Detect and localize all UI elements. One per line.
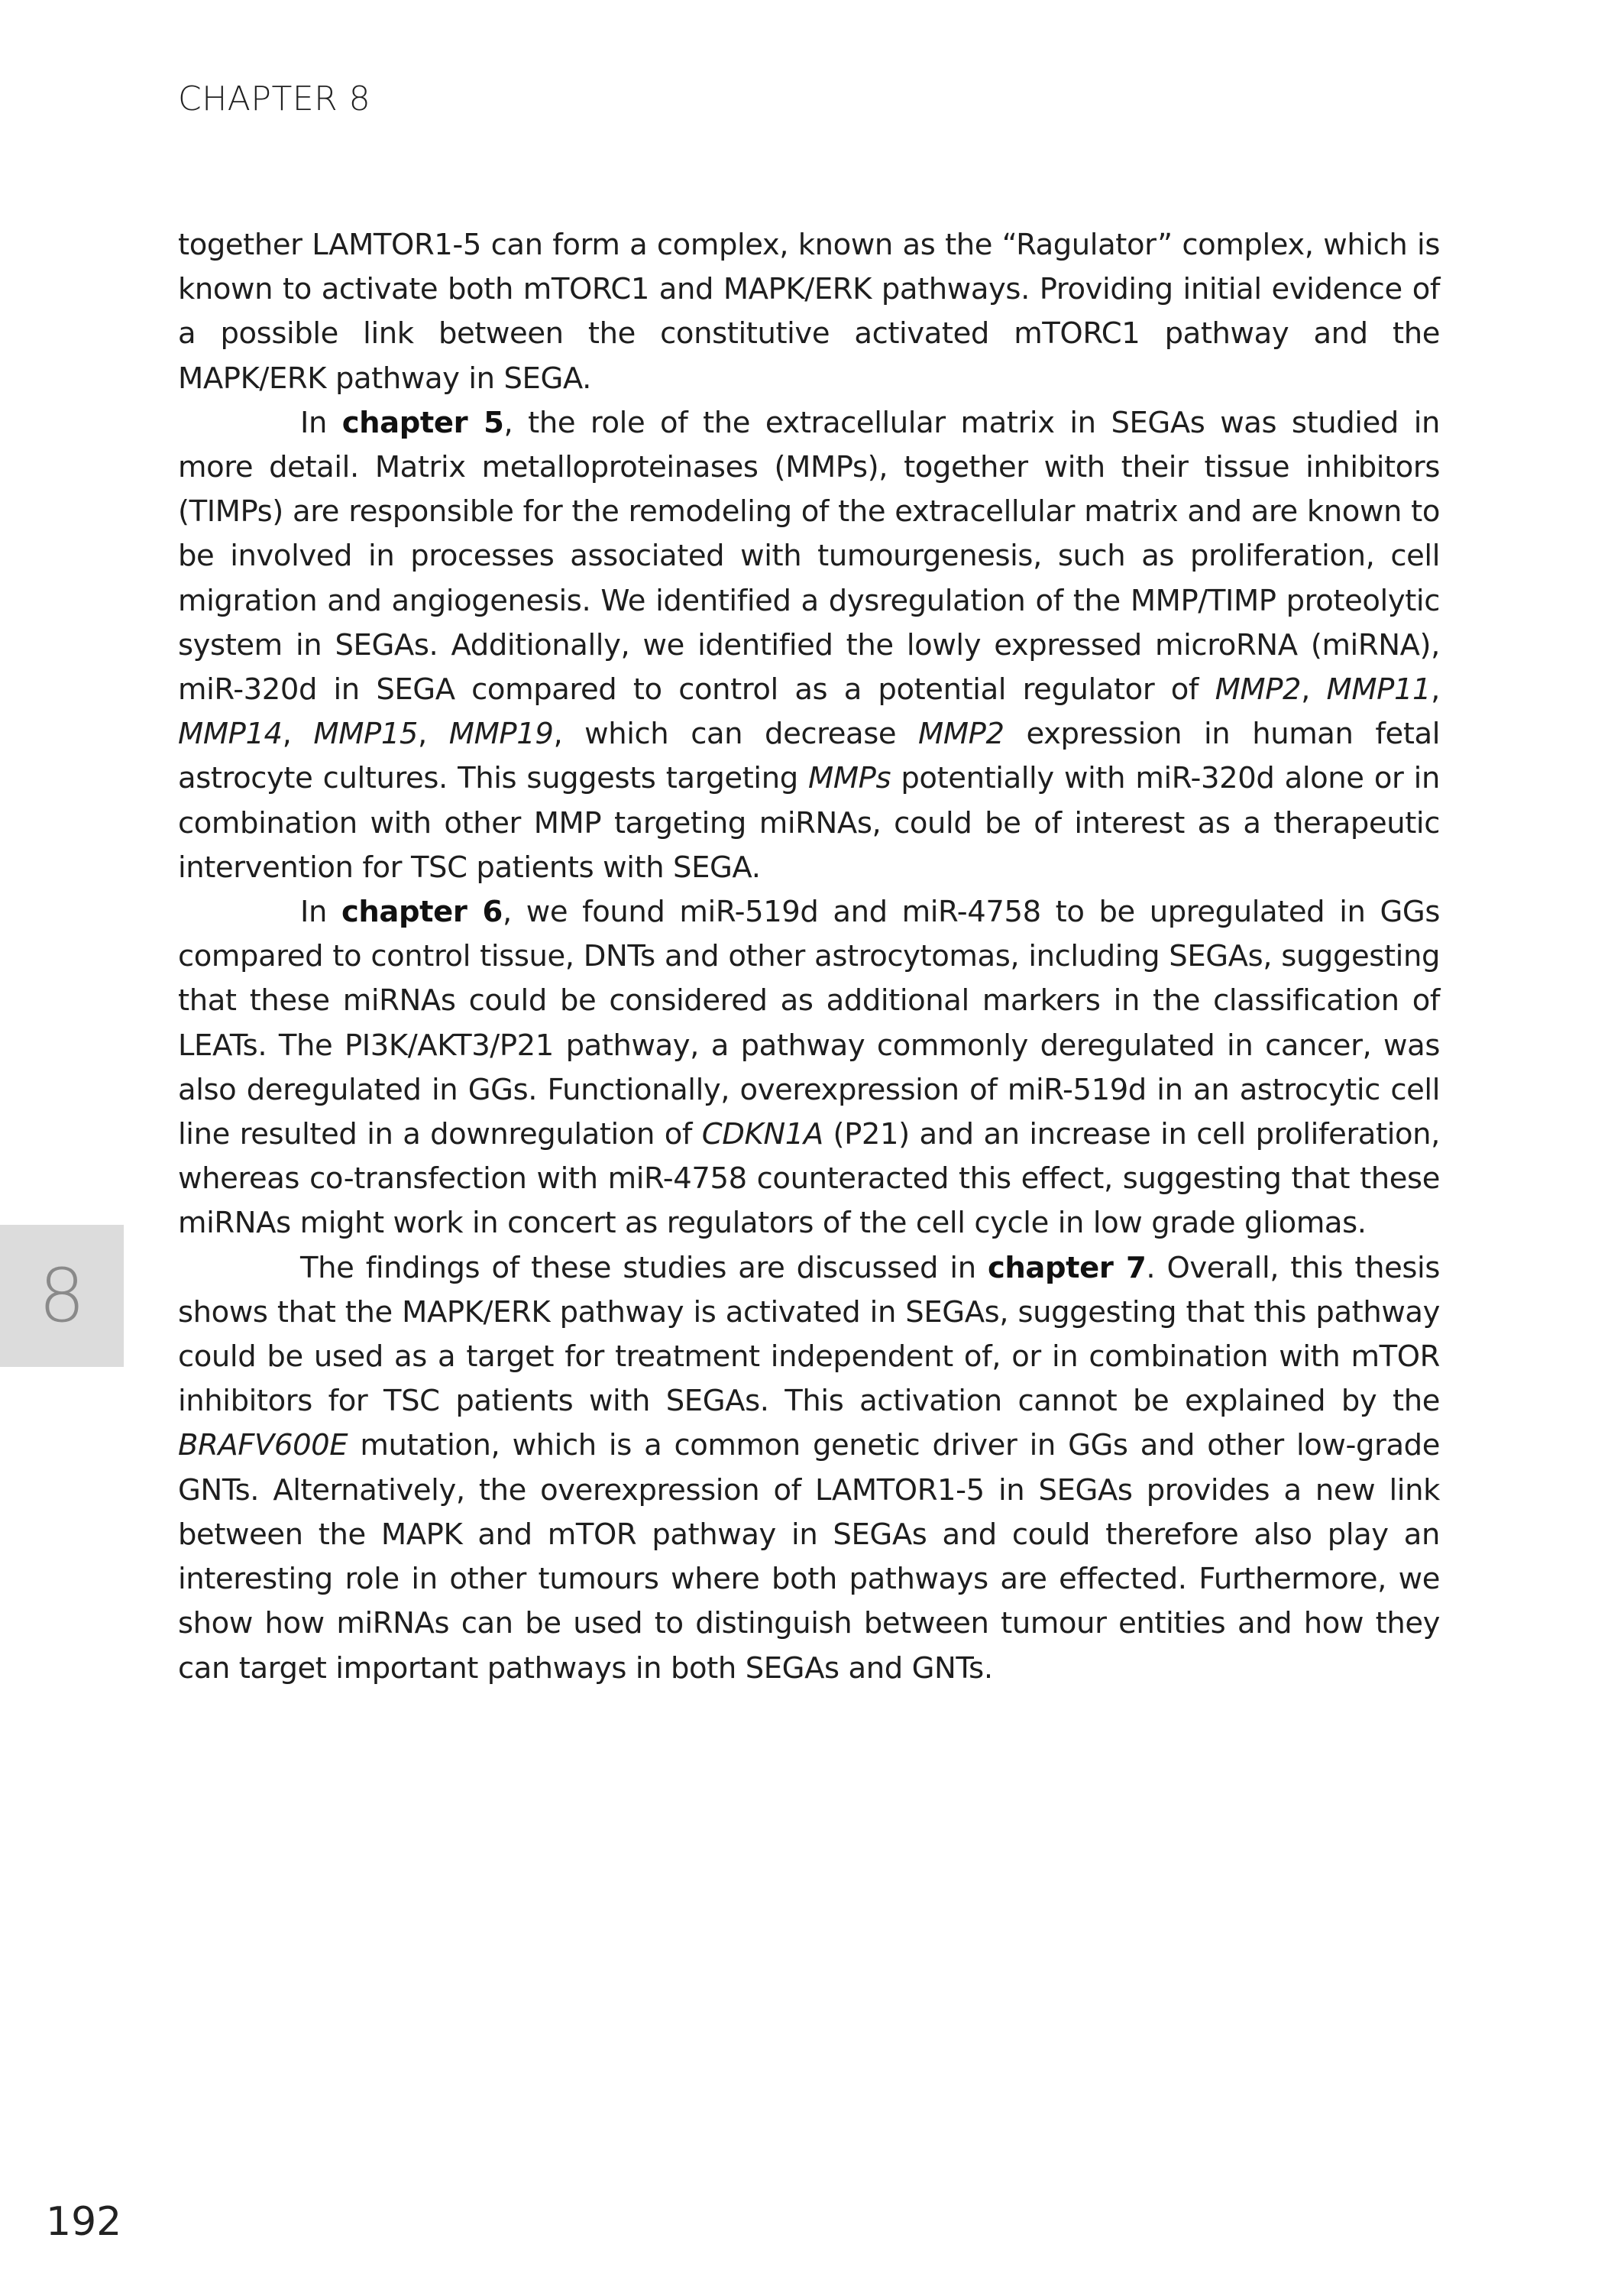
text-run: In bbox=[300, 895, 341, 930]
gene-name: BRAFV600E bbox=[178, 1428, 348, 1463]
gene-name: MMP14 bbox=[178, 717, 283, 752]
running-head: CHAPTER 8 bbox=[178, 79, 371, 118]
gene-name: MMP2 bbox=[1215, 672, 1302, 708]
text-run: together LAMTOR1-5 can form a complex, known as the “Ragulator” complex, which is known to activate both mTORC1 and MAPK/ERK pathways. Providing initial evidence of a possible link between the constitutive activated mTORC1 pathway and the MAPK/ERK pathway in SEGA. bbox=[178, 228, 1440, 396]
gene-name: MMPs bbox=[808, 761, 891, 796]
chapter-tab bbox=[0, 1225, 124, 1367]
text-run: , bbox=[282, 717, 314, 752]
text-run: , bbox=[1301, 672, 1327, 708]
text-run: potentially with miR-320d alone or in combination with other MMP targeting miRNAs, could be of interest as a therapeutic intervention for TSC patients with SEGA. bbox=[178, 761, 1440, 885]
text-run: mutation, which is a common genetic driver in GGs and other low-grade GNTs. Alternatively, the overexpression of LAMTOR1-5 in SEGAs provides a new link between the MAPK and mTOR pathway in SEGAs and could therefore also play an interesting role in other tumours where both pathways are effected. Furthermore, we show how miRNAs can be used to distinguish between tumour entities and how they can target important pathways in both SEGAs and GNTs. bbox=[178, 1428, 1440, 1686]
paragraph bbox=[178, 890, 1440, 1246]
text-run: , we found miR-519d and miR-4758 to be upregulated in GGs compared to control tissue, DNTs and other astrocytomas, including SEGAs, suggesting that these miRNAs could be considered as additional markers in the classification of LEATs. The PI3K/AKT3/P21 pathway, a pathway commonly deregulated in cancer, was also deregulated in GGs. Functionally, overexpression of miR-519d in an astrocytic cell line resulted in a downregulation of bbox=[178, 895, 1440, 1152]
paragraph bbox=[178, 401, 1440, 890]
text-run: , which can decrease bbox=[553, 717, 919, 752]
gene-name: MMP2 bbox=[918, 717, 1004, 752]
text-run: . Overall, this thesis shows that the MAPK/ERK pathway is activated in SEGAs, suggesting that this pathway could be used as a target for treatment independent of, or in combination with mTOR inhibitors for TSC patients with SEGAs. This activation cannot be explained by the bbox=[178, 1250, 1440, 1419]
chapter-reference: chapter 7 bbox=[988, 1250, 1147, 1285]
paragraph bbox=[178, 1246, 1440, 1691]
gene-name: CDKN1A bbox=[701, 1117, 823, 1152]
chapter-tab-number: 8 bbox=[38, 1253, 86, 1339]
text-run: (P21) and an increase in cell proliferation, whereas co-transfection with miR-4758 counteracted this effect, suggesting that these miRNAs might work in concert as regulators of the cell cycle in low grade gliomas. bbox=[178, 1117, 1440, 1241]
text-run: expression in human fetal astrocyte cultures. This suggests targeting bbox=[178, 717, 1441, 796]
text-run: In bbox=[300, 405, 342, 440]
text-run: , the role of the extracellular matrix in SEGAs was studied in more detail. Matrix metalloproteinases (MMPs), together with their tissue inhibitors (TIMPs) are responsible for the remodeling of the extracellular matrix and are known to be involved in processes associated with tumourgenesis, such as proliferation, cell migration and angiogenesis. We identified a dysregulation of the MMP/TIMP proteolytic system in SEGAs. Additionally, we identified the lowly expressed microRNA (miRNA), miR-320d in SEGA compared to control as a potential regulator of bbox=[178, 405, 1441, 708]
body-text bbox=[178, 223, 1440, 1691]
paragraph bbox=[178, 223, 1440, 401]
chapter-reference: chapter 5 bbox=[341, 405, 504, 440]
gene-name: MMP19 bbox=[448, 717, 554, 752]
gene-name: MMP11 bbox=[1326, 672, 1432, 708]
text-run: , bbox=[418, 717, 449, 752]
text-run: The findings of these studies are discussed in bbox=[300, 1250, 988, 1285]
page-number: 192 bbox=[46, 2199, 122, 2245]
text-run: , bbox=[1431, 672, 1440, 708]
gene-name: MMP15 bbox=[313, 717, 419, 752]
chapter-reference: chapter 6 bbox=[341, 895, 503, 930]
